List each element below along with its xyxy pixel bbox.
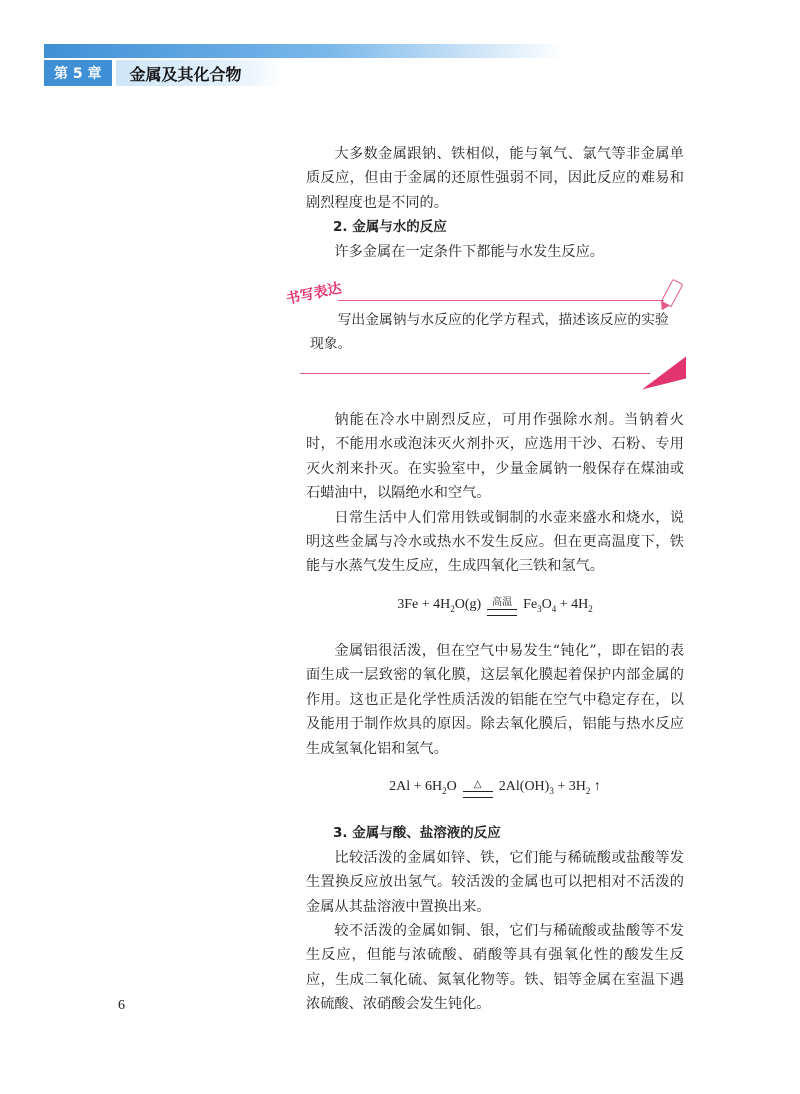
section-heading-2: 2. 金属与水的反应 (333, 219, 447, 236)
chapter-number: 第 5 章 (44, 60, 112, 86)
box-top-line (338, 300, 664, 301)
pencil-icon (661, 279, 684, 308)
paragraph-7: 较不活泼的金属如铜、银，它们与稀硫酸或盐酸等不发生反应，但能与浓硫酸、硝酸等具有强氧化性的酸发生反应，生成二氧化硫、氮氧化物等。铁、铝等金属在室温下遇浓硫酸、浓硝酸会发生钝化。 (306, 922, 684, 1013)
section-heading-3: 3. 金属与酸、盐溶液的反应 (333, 825, 501, 842)
paragraph-3: 钠能在冷水中剧烈反应，可用作强除水剂。当钠着火时，不能用水或泡沫灭火剂扑灭，应选用干沙、石粉、专用灭火剂来扑灭。在实验室中，少量金属钠一般保存在煤油或石蜡油中，以隔绝水和空气。 (306, 412, 684, 502)
paragraph-2: 许多金属在一定条件下都能与水发生反应。 (334, 243, 604, 260)
paragraph-5: 金属铝很活泼，但在空气中易发生“钝化”，即在铝的表面生成一层致密的氧化膜，这层氧化膜起着保护内部金属的作用。这也正是化学性质活泼的铝能在空气中稳定存在，以及能用于制作炊具的原因。除去氧化膜后，铝能与热水反应生成氢氧化铝和氢气。 (306, 643, 684, 757)
box-text: 写出金属钠与水反应的化学方程式，描述该反应的实验现象。 (310, 312, 669, 353)
page-number: 6 (118, 998, 125, 1013)
writing-exercise-box (284, 270, 690, 388)
equation-1: $3Fe + 4H_2O(g)$ 高温 $Fe_3O_4 + 4H_2$ (306, 593, 684, 621)
header-band (44, 44, 564, 58)
equals-sign (463, 791, 493, 798)
chapter-title: 金属及其化合物 (116, 60, 284, 86)
equation-2: $2Al + 6H_2O$ △ $2Al(OH)_3 + 3H_2$ ↑ (306, 775, 684, 803)
paragraph-6: 比较活泼的金属如锌、铁，它们能与稀硫酸或盐酸等发生置换反应放出氢气。较活泼的金属也可以把相对不活泼的金属从其盐溶液中置换出来。 (306, 849, 684, 915)
condition-label: 高温 (492, 597, 513, 609)
chapter-header (44, 60, 284, 86)
equals-sign (487, 609, 517, 616)
corner-triangle-icon (642, 357, 686, 390)
paragraph-1: 大多数金属跟钠、铁相似，能与氧气、氯气等非金属单质反应，但由于金属的还原性强弱不同，因此反应的难易和剧烈程度也是不同的。 (306, 146, 684, 211)
box-label: 书写表达 (284, 280, 344, 308)
box-bottom-line (300, 373, 650, 374)
main-content (284, 142, 684, 1017)
paragraph-4: 日常生活中人们常用铁或铜制的水壶来盛水和烧水，说明这些金属与冷水或热水不发生反应。但在更高温度下，铁能与水蒸气发生反应，生成四氧化三铁和氢气。 (306, 509, 684, 575)
condition-label: △ (473, 779, 482, 791)
